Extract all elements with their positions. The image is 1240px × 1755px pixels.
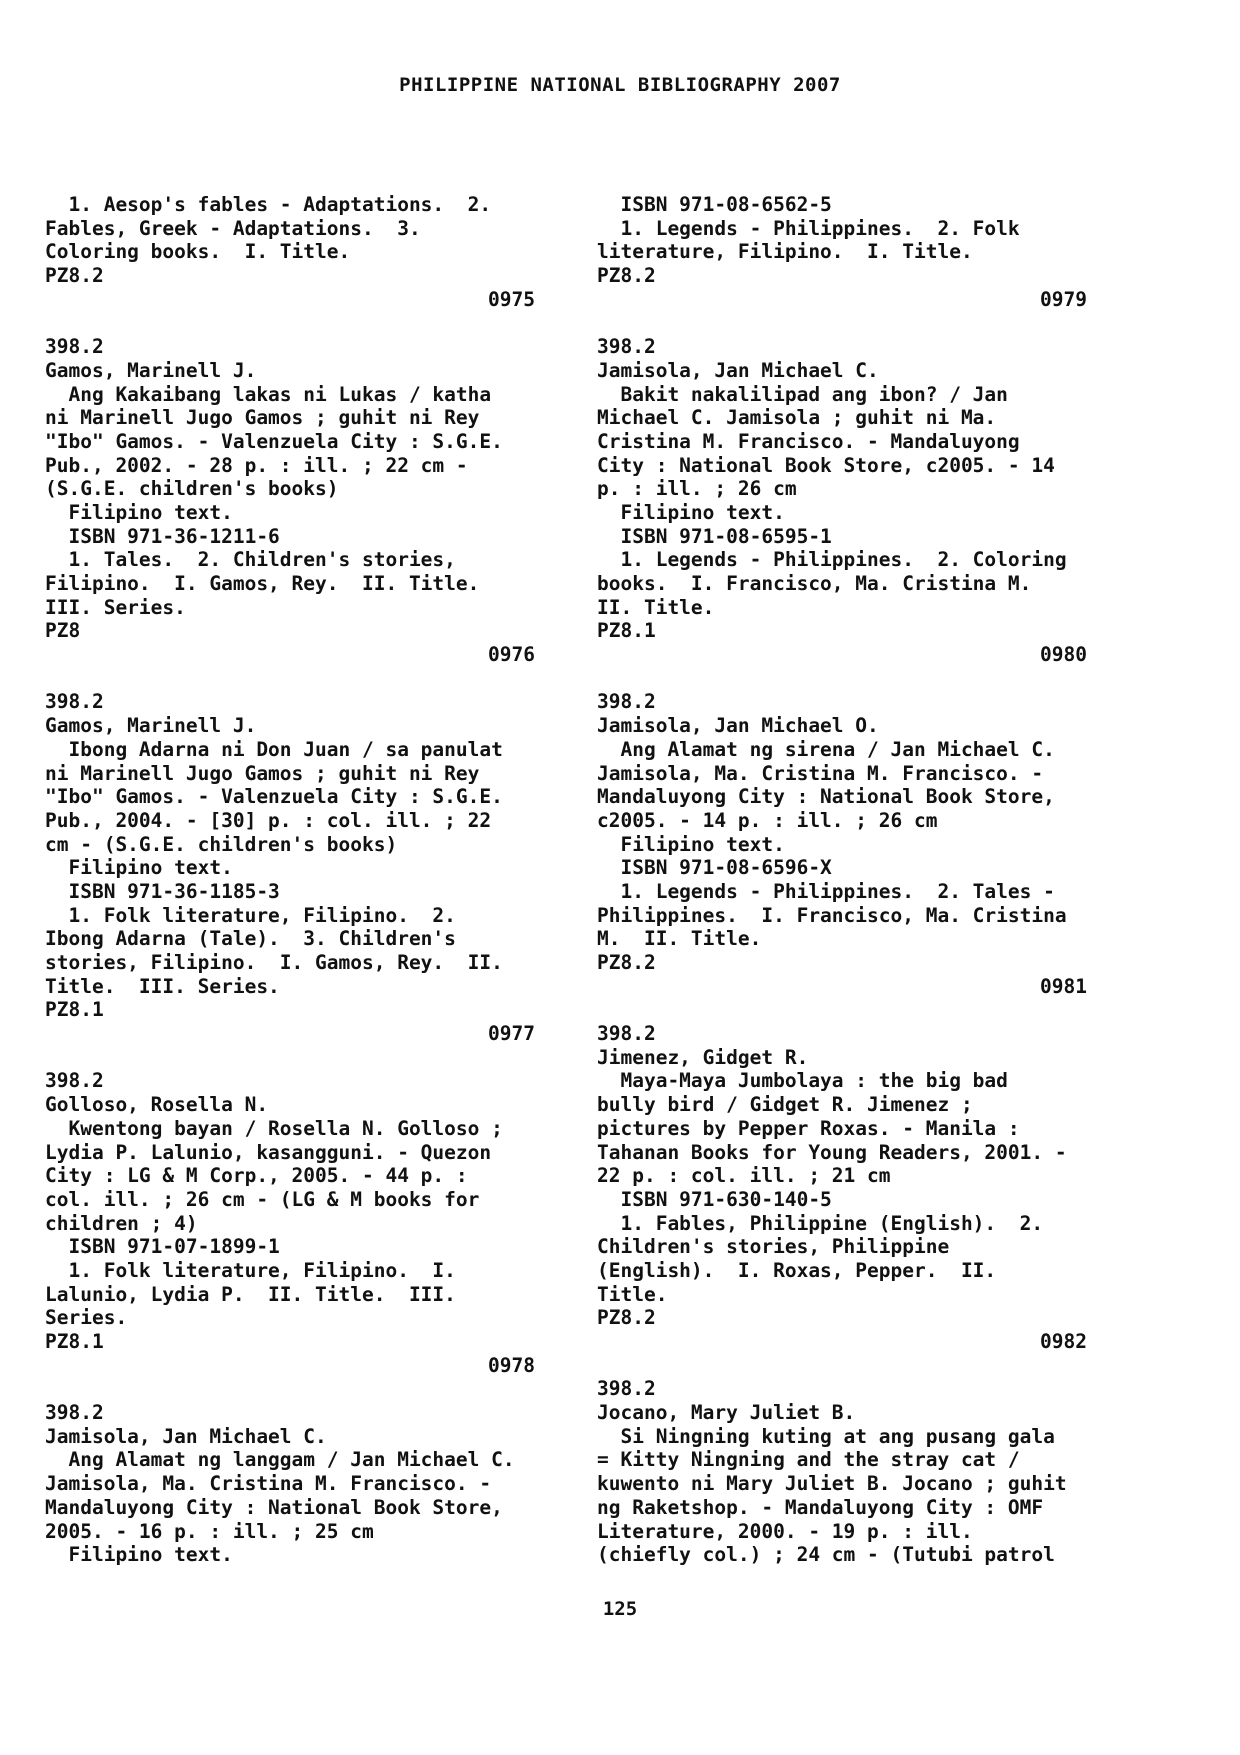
entry-line: kuwento ni Mary Juliet B. Jocano ; guhit bbox=[597, 1472, 1067, 1496]
entry-line: ni Marinell Jugo Gamos ; guhit ni Rey bbox=[45, 761, 480, 785]
entry-line: (English). I. Roxas, Pepper. II. bbox=[597, 1258, 997, 1282]
entry-line: 1. Aesop's fables - Adaptations. 2. bbox=[45, 193, 492, 216]
entry-line: Bakit nakalilipad ang ibon? / Jan bbox=[597, 382, 1008, 406]
entry-line: Mandaluyong City : National Book Store, bbox=[597, 785, 1055, 809]
entry-line: Ang Alamat ng langgam / Jan Michael C. bbox=[45, 1448, 515, 1472]
entry-line: Maya-Maya Jumbolaya : the big bad bbox=[597, 1069, 1008, 1093]
entry-line: p. : ill. ; 26 cm bbox=[597, 477, 797, 501]
entry-line: 398.2 bbox=[45, 1401, 104, 1425]
entry-line: Filipino text. bbox=[597, 500, 785, 524]
entry-line: 398.2 bbox=[597, 335, 656, 359]
entry-line: stories, Filipino. I. Gamos, Rey. II. bbox=[45, 951, 503, 974]
entry-line: cm - (S.G.E. children's books) bbox=[45, 832, 398, 856]
entry-line: ISBN 971-08-6595-1 bbox=[597, 524, 832, 548]
entry-number: 0982 bbox=[1040, 1330, 1087, 1353]
entry-number: 0979 bbox=[1040, 287, 1087, 311]
entry-line: Philippines. I. Francisco, Ma. Cristina bbox=[597, 903, 1067, 927]
left-column bbox=[45, 193, 535, 1567]
entry-line: pictures by Pepper Roxas. - Manila : bbox=[597, 1116, 1020, 1140]
entry-line: 398.2 bbox=[45, 690, 104, 714]
entry-line: City : National Book Store, c2005. - 14 bbox=[597, 453, 1055, 477]
entry-line: ISBN 971-07-1899-1 bbox=[45, 1235, 280, 1259]
entry-line: Jamisola, Ma. Cristina M. Francisco. - bbox=[45, 1472, 492, 1496]
entry-line: children ; 4) bbox=[45, 1211, 198, 1235]
entry-line: Golloso, Rosella N. bbox=[45, 1093, 269, 1117]
entry-line: PZ8.1 bbox=[45, 1330, 104, 1353]
entry-line: books. I. Francisco, Ma. Cristina M. bbox=[597, 572, 1032, 595]
entry-line: = Kitty Ningning and the stray cat / bbox=[597, 1448, 1020, 1472]
entry-number: 0978 bbox=[488, 1353, 535, 1377]
entry-number: 0976 bbox=[488, 643, 535, 667]
entry-line: 1. Tales. 2. Children's stories, bbox=[45, 548, 456, 572]
entry-line: Gamos, Marinell J. bbox=[45, 358, 257, 382]
entry-line: Mandaluyong City : National Book Store, bbox=[45, 1495, 503, 1519]
entry-line: PZ8 bbox=[45, 619, 81, 643]
entry-line: 398.2 bbox=[597, 1022, 656, 1046]
blank-line bbox=[597, 311, 1087, 335]
entry-line: Jocano, Mary Juliet B. bbox=[597, 1401, 856, 1425]
entry-line: 1. Legends - Philippines. 2. Folk bbox=[597, 216, 1020, 240]
right-column bbox=[597, 193, 1087, 1567]
entry-number: 0977 bbox=[488, 1022, 535, 1046]
blank-line bbox=[45, 1377, 535, 1401]
blank-line bbox=[45, 1046, 535, 1070]
entry-line: Pub., 2002. - 28 p. : ill. ; 22 cm - bbox=[45, 453, 468, 477]
entry-line: 1. Folk literature, Filipino. 2. bbox=[45, 903, 456, 927]
entry-line: 398.2 bbox=[597, 1377, 656, 1401]
entry-line: Title. III. Series. bbox=[45, 974, 280, 998]
entry-line: PZ8.2 bbox=[597, 1306, 656, 1330]
entry-line: "Ibo" Gamos. - Valenzuela City : S.G.E. bbox=[45, 785, 503, 809]
entry-line: PZ8.1 bbox=[597, 619, 656, 643]
entry-line: ISBN 971-08-6596-X bbox=[597, 856, 832, 880]
entry-line: Filipino text. bbox=[45, 856, 233, 880]
entry-line: Ang Kakaibang lakas ni Lukas / katha bbox=[45, 382, 492, 406]
entry-line: M. II. Title. bbox=[597, 927, 762, 951]
entry-line: Filipino text. bbox=[45, 500, 233, 524]
entry-line: 398.2 bbox=[45, 335, 104, 359]
blank-line bbox=[45, 667, 535, 691]
blank-line bbox=[597, 998, 1087, 1022]
entry-line: Jamisola, Jan Michael C. bbox=[597, 358, 879, 382]
entry-line: Filipino text. bbox=[597, 832, 785, 856]
entry-line: PZ8.2 bbox=[597, 264, 656, 288]
entry-line: ng Raketshop. - Mandaluyong City : OMF bbox=[597, 1495, 1044, 1519]
entry-line: Fables, Greek - Adaptations. 3. bbox=[45, 216, 421, 240]
entry-line: (chiefly col.) ; 24 cm - (Tutubi patrol bbox=[597, 1543, 1055, 1567]
entry-line: PZ8.2 bbox=[45, 264, 104, 288]
entry-line: col. ill. ; 26 cm - (LG & M books for bbox=[45, 1187, 480, 1211]
entry-line: Ibong Adarna (Tale). 3. Children's bbox=[45, 927, 456, 951]
blank-line bbox=[597, 667, 1087, 691]
entry-line: 1. Fables, Philippine (English). 2. bbox=[597, 1211, 1044, 1235]
entry-line: Filipino text. bbox=[45, 1543, 233, 1567]
entry-line: Si Ningning kuting at ang pusang gala bbox=[597, 1424, 1055, 1448]
entry-line: Jamisola, Jan Michael O. bbox=[597, 714, 879, 738]
entry-line: Cristina M. Francisco. - Mandaluyong bbox=[597, 429, 1020, 453]
entry-number: 0975 bbox=[488, 287, 535, 311]
entry-line: II. Title. bbox=[597, 595, 715, 619]
entry-line: ISBN 971-36-1185-3 bbox=[45, 879, 280, 903]
entry-line: ni Marinell Jugo Gamos ; guhit ni Rey bbox=[45, 406, 480, 430]
entry-number: 0981 bbox=[1040, 974, 1087, 998]
entry-line: ISBN 971-36-1211-6 bbox=[45, 524, 280, 548]
entry-number: 0980 bbox=[1040, 643, 1087, 667]
entry-line: 2005. - 16 p. : ill. ; 25 cm bbox=[45, 1519, 374, 1543]
entry-line: (S.G.E. children's books) bbox=[45, 477, 339, 501]
entry-line: Children's stories, Philippine bbox=[597, 1235, 950, 1259]
entry-line: Gamos, Marinell J. bbox=[45, 714, 257, 738]
entry-line: Title. bbox=[597, 1282, 668, 1306]
entry-line: Series. bbox=[45, 1306, 128, 1330]
entry-line: Filipino. I. Gamos, Rey. II. Title. bbox=[45, 572, 480, 595]
entry-line: Lalunio, Lydia P. II. Title. III. bbox=[45, 1282, 456, 1306]
entry-line: c2005. - 14 p. : ill. ; 26 cm bbox=[597, 808, 938, 832]
entry-line: Tahanan Books for Young Readers, 2001. - bbox=[597, 1140, 1067, 1164]
entry-line: City : LG & M Corp., 2005. - 44 p. : bbox=[45, 1164, 468, 1188]
entry-line: Coloring books. I. Title. bbox=[45, 240, 351, 264]
entry-line: Jamisola, Ma. Cristina M. Francisco. - bbox=[597, 761, 1044, 785]
blank-line bbox=[597, 1354, 1087, 1378]
entry-line: 22 p. : col. ill. ; 21 cm bbox=[597, 1164, 891, 1188]
entry-line: 1. Legends - Philippines. 2. Coloring bbox=[597, 548, 1067, 572]
entry-line: ISBN 971-630-140-5 bbox=[597, 1187, 832, 1211]
entry-line: Lydia P. Lalunio, kasangguni. - Quezon bbox=[45, 1140, 492, 1164]
entry-line: Ang Alamat ng sirena / Jan Michael C. bbox=[597, 737, 1055, 761]
entry-line: Jamisola, Jan Michael C. bbox=[45, 1424, 327, 1448]
entry-line: bully bird / Gidget R. Jimenez ; bbox=[597, 1093, 973, 1117]
page-header: PHILIPPINE NATIONAL BIBLIOGRAPHY 2007 bbox=[399, 74, 841, 96]
entry-line: ISBN 971-08-6562-5 bbox=[597, 193, 832, 216]
entry-line: Jimenez, Gidget R. bbox=[597, 1045, 809, 1069]
entry-line: 1. Folk literature, Filipino. I. bbox=[45, 1258, 456, 1282]
page-number: 125 bbox=[602, 1598, 638, 1620]
entry-line: III. Series. bbox=[45, 595, 186, 619]
entry-line: literature, Filipino. I. Title. bbox=[597, 240, 973, 264]
entry-line: Michael C. Jamisola ; guhit ni Ma. bbox=[597, 406, 997, 430]
blank-line bbox=[45, 311, 535, 335]
entry-line: 398.2 bbox=[597, 690, 656, 714]
entry-line: Pub., 2004. - [30] p. : col. ill. ; 22 bbox=[45, 808, 492, 832]
entry-line: 1. Legends - Philippines. 2. Tales - bbox=[597, 879, 1055, 903]
entry-line: Ibong Adarna ni Don Juan / sa panulat bbox=[45, 737, 503, 761]
entry-line: PZ8.2 bbox=[597, 951, 656, 974]
entry-line: Kwentong bayan / Rosella N. Golloso ; bbox=[45, 1116, 503, 1140]
entry-line: Literature, 2000. - 19 p. : ill. bbox=[597, 1519, 973, 1543]
entry-line: PZ8.1 bbox=[45, 998, 104, 1022]
entry-line: 398.2 bbox=[45, 1069, 104, 1093]
entry-line: "Ibo" Gamos. - Valenzuela City : S.G.E. bbox=[45, 429, 503, 453]
